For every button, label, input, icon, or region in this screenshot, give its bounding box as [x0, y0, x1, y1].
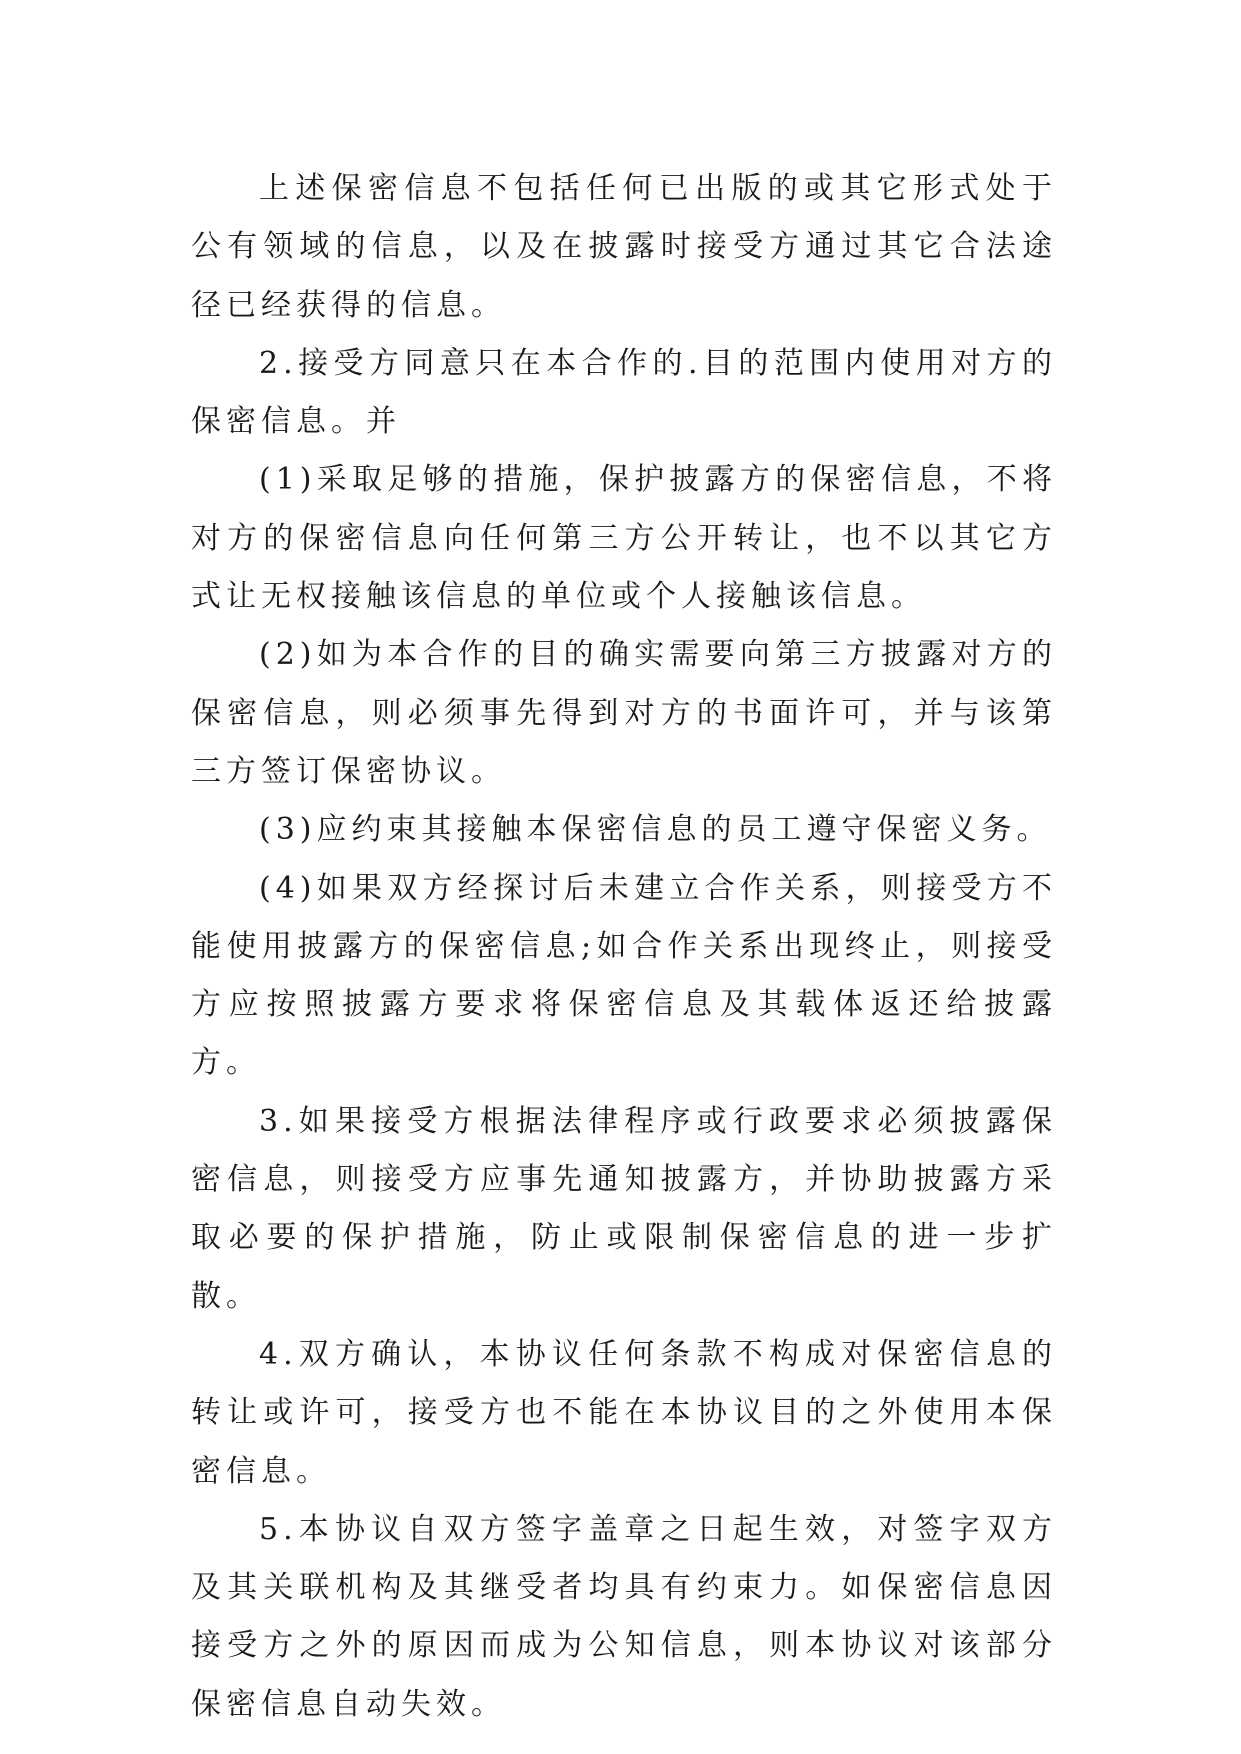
paragraph-public-info-exclusion: 上述保密信息不包括任何已出版的或其它形式处于公有领域的信息，以及在披露时接受方通过其它合法途径已经获得的信息。 — [191, 171, 1057, 323]
document-body — [191, 160, 1057, 1734]
paragraph-clause-5: 5.本协议自双方签字盖章之日起生效，对签字双方及其关联机构及其继受者均具有约束力。如保密信息因接受方之外的原因而成为公知信息，则本协议对该部分保密信息自动失效。 — [191, 1511, 1057, 1722]
paragraph-clause-2-item-3: (3)应约束其接触本保密信息的员工遵守保密义务。 — [259, 812, 1052, 848]
paragraph-clause-2-item-2: (2)如为本合作的目的确实需要向第三方披露对方的保密信息，则必须事先得到对方的书面许可，并与该第三方签订保密协议。 — [191, 637, 1057, 789]
paragraph-clause-2-item-4: (4)如果双方经探讨后未建立合作关系，则接受方不能使用披露方的保密信息;如合作关系出现终止，则接受方应按照披露方要求将保密信息及其载体返还给披露方。 — [191, 870, 1057, 1081]
paragraph-clause-3: 3.如果接受方根据法律程序或行政要求必须披露保密信息，则接受方应事先通知披露方，并协助披露方采取必要的保护措施，防止或限制保密信息的进一步扩散。 — [191, 1103, 1057, 1314]
paragraph-clause-2-item-1: (1)采取足够的措施，保护披露方的保密信息，不将对方的保密信息向任何第三方公开转让，也不以其它方式让无权接触该信息的单位或个人接触该信息。 — [191, 462, 1057, 615]
paragraph-clause-4: 4.双方确认，本协议任何条款不构成对保密信息的转让或许可，接受方也不能在本协议目的之外使用本保密信息。 — [191, 1336, 1057, 1489]
paragraph-clause-2: 2.接受方同意只在本合作的.目的范围内使用对方的保密信息。并 — [191, 345, 1057, 440]
